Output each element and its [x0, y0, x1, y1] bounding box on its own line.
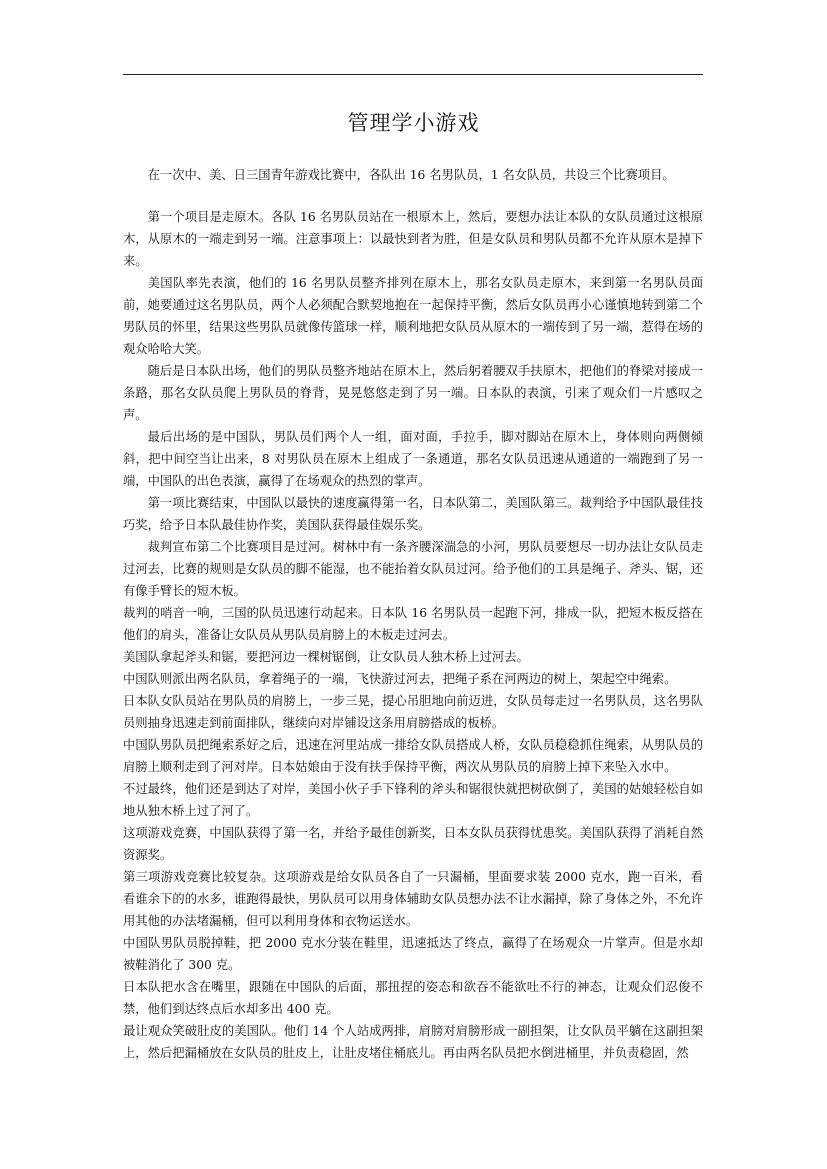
- body-paragraph: 最后出场的是中国队，男队员们两个人一组，面对面，手拉手，脚对脚站在原木上，身体则向两侧倾斜，把中间空当让出来，8 对男队员在原木上组成了一条通道，那名女队员迅速从通道的一端跑到了另一端，中国队的出色表演，赢得了在场观众的热烈的掌声。: [123, 430, 703, 488]
- body-paragraph: 中国队男队员脱掉鞋，把 2000 克水分装在鞋里，迅速抵达了终点，赢得了在场观众一片掌声。但是水却被鞋消化了 300 克。: [123, 936, 703, 972]
- body-paragraph: 最让观众笑破肚皮的美国队。他们 14 个人站成两排，肩膀对肩膀形成一副担架，让女队员平躺在这副担架上，然后把漏桶放在女队员的肚皮上，让肚皮堵住桶底儿。再由两名队员把水倒进桶里，并负责稳固，然: [123, 1024, 703, 1060]
- body-paragraph: 中国队则派出两名队员，拿着绳子的一端，飞快游过河去，把绳子系在河两边的树上，架起空中绳索。: [123, 672, 677, 686]
- body-paragraph: 第一个项目是走原木。各队 16 名男队员站在一根原木上，然后，要想办法让本队的女队员通过这根原木，从原木的一端走到另一端。注意事项上：以最快到者为胜，但是女队员和男队员都不允许从原木是掉下来。: [123, 210, 703, 268]
- intro-paragraph: 在一次中、美、日三国青年游戏比赛中，各队出 16 名男队员，1 名女队员，共设三个比赛项目。: [147, 168, 675, 182]
- body-paragraph: 日本队把水含在嘴里，跟随在中国队的后面，那扭捏的姿态和欲吞不能欲吐不行的神态，让观众们忍俊不禁，他们到达终点后水却多出 400 克。: [123, 980, 703, 1016]
- body-paragraph: 第三项游戏竞赛比较复杂。这项游戏是给女队员各自了一只漏桶，里面要求装 2000 克水，跑一百米，看看谁余下的的水多，谁跑得最快，男队员可以用身体辅助女队员想办法不让水漏掉，除了身体之外，不允许用其他的办法堵漏桶，但可以利用身体和衣物运送水。: [123, 870, 703, 928]
- body-paragraph: 随后是日本队出场，他们的男队员整齐地站在原木上，然后躬着腰双手扶原木，把他们的脊梁对接成一条路，那名女队员爬上男队员的脊背，晃晃悠悠走到了另一端。日本队的表演，引来了观众们一片感叹之声。: [123, 364, 703, 422]
- body-paragraph: 日本队女队员站在男队员的肩膀上，一步三晃，提心吊胆地向前迈进，女队员每走过一名男队员，这名男队员则抽身迅速走到前面排队，继续向对岸铺设这条用肩膀搭成的板桥。: [123, 694, 703, 730]
- body-paragraph: 中国队男队员把绳索系好之后，迅速在河里站成一排给女队员搭成人桥，女队员稳稳抓住绳索，从男队员的肩膀上顺利走到了河对岸。日本姑娘由于没有扶手保持平衡，两次从男队员的肩膀上掉下来坠入水中。: [123, 738, 703, 774]
- header-rule: [123, 74, 703, 75]
- document-body: [123, 206, 703, 1064]
- body-paragraph: 这项游戏竞赛，中国队获得了第一名，并给予最佳创新奖，日本女队员获得忧患奖。美国队获得了消耗自然资源奖。: [123, 826, 703, 862]
- body-paragraph: 不过最终，他们还是到达了对岸，美国小伙子手下锋利的斧头和锯很快就把树砍倒了，美国的姑娘轻松自如地从独木桥上过了河了。: [123, 782, 703, 818]
- body-paragraph: 美国队拿起斧头和锯，要把河边一棵树锯倒，让女队员人独木桥上过河去。: [123, 650, 529, 664]
- body-paragraph: 美国队率先表演，他们的 16 名男队员整齐排列在原木上，那名女队员走原木，来到第一名男队员面前，她要通过这名男队员，两个人必须配合默契地抱在一起保持平衡，然后女队员再小心谨慎地转到第二个男队员的怀里，结果这些男队员就像传篮球一样，顺利地把女队员从原木的一端传到了另一端，惹得在场的观众哈哈大笑。: [123, 276, 703, 356]
- body-paragraph: 裁判宣布第二个比赛项目是过河。树林中有一条齐腰深湍急的小河，男队员要想尽一切办法让女队员走过河去，比赛的规则是女队员的脚不能湿，也不能抬着女队员过河。给予他们的工具是绳子、斧头、锯，还有像手臂长的短木板。: [123, 540, 703, 598]
- page-title: 管理学小游戏: [347, 111, 480, 135]
- body-paragraph: 第一项比赛结束，中国队以最快的速度赢得第一名，日本队第二，美国队第三。裁判给予中国队最佳技巧奖，给予日本队最佳协作奖，美国队获得最佳娱乐奖。: [123, 496, 703, 532]
- body-paragraph: 裁判的哨音一响，三国的队员迅速行动起来。日本队 16 名男队员一起跑下河，排成一队，把短木板反搭在他们的肩头，准备让女队员从男队员肩膀上的木板走过河去。: [123, 606, 703, 642]
